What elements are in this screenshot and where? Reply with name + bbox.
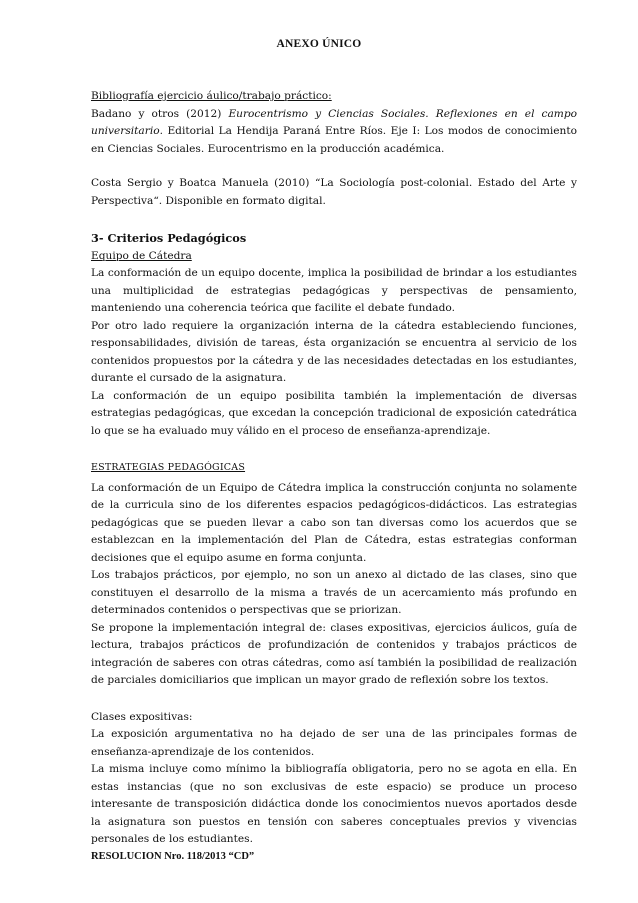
estrategias-paragraph-2: Los trabajos prácticos, por ejemplo, no son un anexo al dictado de las clases, sino que constituyen el desarrollo de la misma a través de un acercamiento más profundo en determinados contenidos o perspectivas que se priorizan. [91, 569, 577, 616]
page-title: ANEXO ÚNICO [276, 38, 362, 50]
estrategias-paragraph-3: Se propone la implementación integral de: clases expositivas, ejercicios áulicos, guía de lectura, trabajos prácticos de profundización de contenidos y trabajos prácticos de integración de saberes con otras cátedras, como así también la posibilidad de realización de parciales domiciliarios que implican un mayor grado de reflexión sobre los textos. [91, 621, 577, 686]
criterios-paragraph-3: La conformación de un equipo posibilita también la implementación de diversas estrategias pedagógicas, que excedan la concepción tradicional de exposición catedrática lo que se ha evaluado muy válido en el proceso de enseñanza-aprendizaje. [91, 389, 577, 437]
entry-1-title: Eurocentrismo y Ciencias Sociales. Reflexiones en el campo universitario [91, 107, 577, 137]
clases-paragraph-2: La misma incluye como mínimo la bibliografía obligatoria, pero no se agota en ella. En estas instancias (que no son exclusivas de este espacio) se produce un proceso interesante de transposición didáctica donde los conocimientos nuevos aportados desde la asignatura son puestos en tensión con saberes conceptuales previos y vivencias personales de los estudiantes. [91, 763, 577, 845]
bibliography-heading: Bibliografía ejercicio áulico/trabajo práctico: [91, 90, 332, 102]
page-footer: RESOLUCION Nro. 118/2013 “CD” [91, 851, 255, 862]
criterios-paragraph-1: La conformación de un equipo docente, implica la posibilidad de brindar a los estudiantes una multiplicidad de estrategias pedagógicas y perspectivas de pensamiento, manteniendo una coherencia teórica que facilite el debate fundado. [91, 267, 577, 314]
estrategias-paragraph-1: La conformación de un Equipo de Cátedra implica la construcción conjunta no solamente de la curricula sino de los diferentes espacios pedagógicos-didácticos. Las estrategias pedagógicas que se pueden llevar a cabo son tan diversas como los acuerdos que se establezcan en la implementación del Plan de Cátedra, estas estrategias conforman decisiones que el equipo asume en forma conjunta. [91, 481, 577, 564]
bibliography-entry-2: Costa Sergio y Boatca Manuela (2010) “La Sociología post-colonial. Estado del Arte y Perspectiva“. Disponible en formato digital. [91, 177, 577, 207]
document-body [91, 88, 577, 849]
clases-expositivas-heading: Clases expositivas: [91, 710, 193, 723]
clases-paragraph-1: La exposición argumentativa no ha dejado de ser una de las principales formas de enseñanza-aprendizaje de los contenidos. [91, 728, 577, 758]
section-heading-estrategias: ESTRATEGIAS PEDAGÓGICAS [91, 462, 246, 473]
section-heading-criterios: 3- Criterios Pedagógicos [91, 231, 247, 245]
criterios-paragraph-2: Por otro lado requiere la organización interna de la cátedra estableciendo funciones, responsabilidades, división de tareas, ésta organización se encuentra al servicio de los contenidos propuestos por la cátedra y de las necesidades detectadas en los estudiantes, durante el cursado de la asignatura. [91, 319, 577, 384]
subheading-equipo-catedra: Equipo de Cátedra [91, 249, 192, 262]
entry-1-details: . Editorial La Hendija Paraná Entre Ríos. Eje I: Los modos de conocimiento en Ciencias Sociales. Eurocentrismo en la producción académica. [91, 125, 577, 155]
entry-1-authors: Badano y otros (2012) [91, 107, 229, 120]
bibliography-entry-1 [91, 106, 577, 159]
